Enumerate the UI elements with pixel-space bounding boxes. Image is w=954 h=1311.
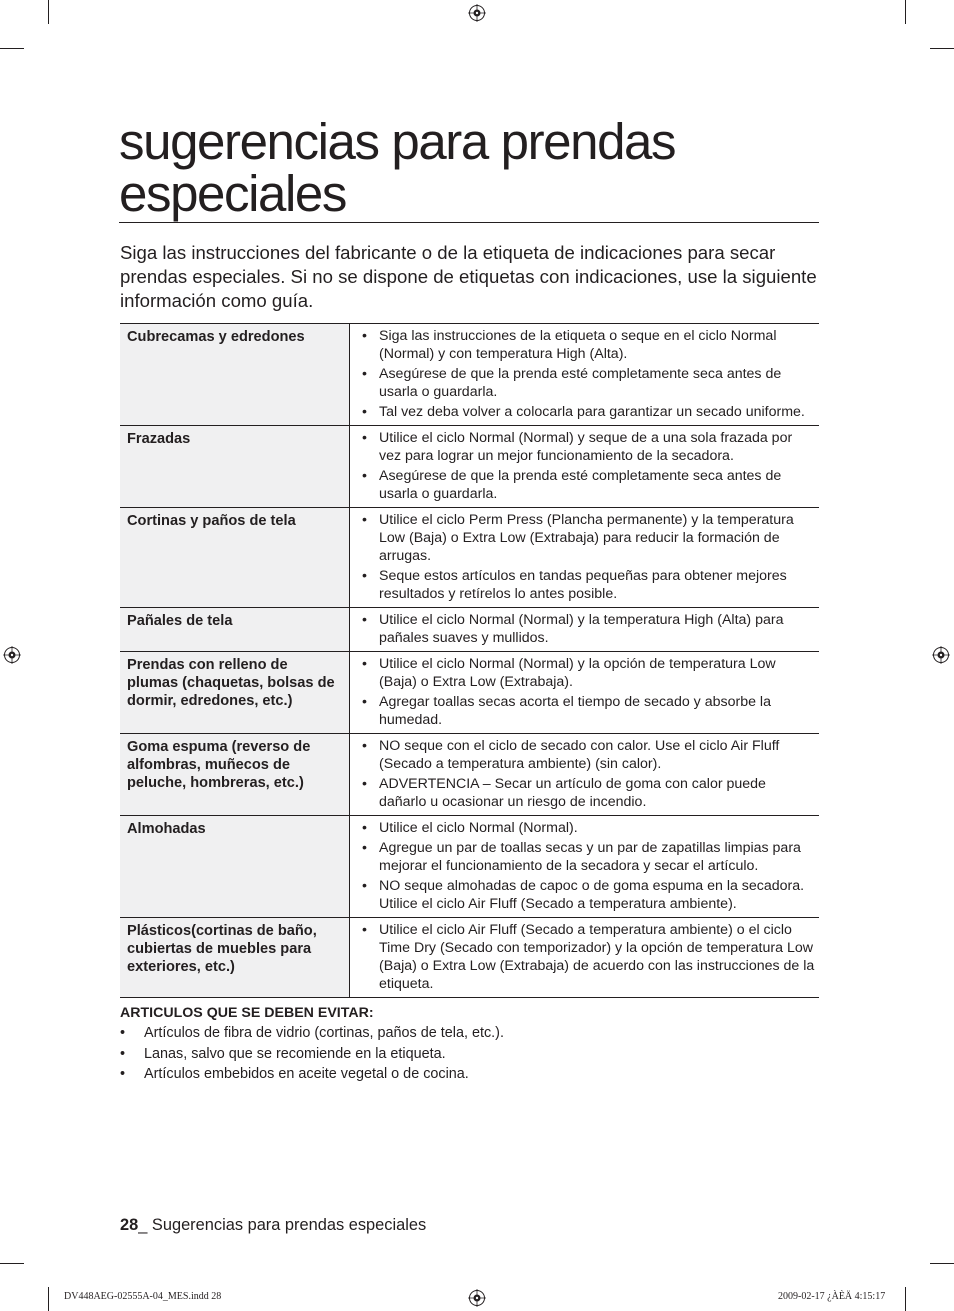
registration-mark-right-icon [932,646,950,664]
bullet-icon: • [362,776,367,792]
list-item-text: Asegúrese de que la prenda esté completamente seca antes de usarla o guardarla. [379,468,782,502]
list-item [362,775,815,811]
crop-mark-bottom-right-h [930,1263,954,1264]
list-item-text: Utilice el ciclo Normal (Normal). [379,820,578,836]
row-instructions [350,508,820,608]
registration-mark-left-icon [3,646,21,664]
title-underline [119,222,819,223]
bullet-icon: • [362,568,367,584]
crop-mark-bottom-right-v [905,1287,906,1311]
table-row [120,508,819,608]
bullet-icon: • [120,1066,126,1082]
row-instructions [350,734,820,816]
row-category: Goma espuma (reverso de alfombras, muñecos de peluche, hombreras, etc.) [120,734,350,816]
crop-mark-top-right-h [930,48,954,49]
table-row [120,734,819,816]
list-item [362,921,815,993]
list-item [362,365,815,401]
items-to-avoid-section [120,1003,820,1085]
print-slug-timestamp: 2009-02-17 ¿ÀÈÄ 4:15:17 [778,1291,886,1302]
list-item [120,1064,820,1085]
list-item [362,567,815,603]
page-number: 28 [120,1216,139,1234]
table-row [120,426,819,508]
crop-mark-bottom-left-h [0,1263,24,1264]
list-item [362,737,815,773]
list-item [362,693,815,729]
row-category: Frazadas [120,426,350,508]
table-row [120,652,819,734]
crop-mark-top-right-v [905,0,906,24]
registration-mark-bottom-icon [468,1289,486,1307]
bullet-icon: • [362,820,367,836]
list-item [362,611,815,647]
list-item-text: Lanas, salvo que se recomiende en la etiqueta. [144,1045,446,1062]
registration-mark-top-icon [468,4,486,22]
list-item-text: NO seque almohadas de capoc o de goma espuma en la secadora. Utilice el ciclo Air Fluff (Secado a temperatura ambiente). [379,878,805,912]
footer-section-title: _ Sugerencias para prendas especiales [138,1216,427,1234]
print-slug-filename: DV448AEG-02555A-04_MES.indd 28 [64,1291,222,1302]
row-instructions [350,816,820,918]
items-to-avoid-heading: ARTICULOS QUE SE DEBEN EVITAR: [120,1005,374,1021]
table-row [120,918,819,998]
bullet-icon: • [362,878,367,894]
list-item-text: Seque estos artículos en tandas pequeñas para obtener mejores resultados y retírelos lo antes posible. [379,568,787,602]
list-item [362,403,815,421]
list-item [362,819,815,837]
bullet-icon: • [362,430,367,446]
list-item [362,511,815,565]
bullet-icon: • [362,922,367,938]
list-item-text: NO seque con el ciclo de secado con calor. Use el ciclo Air Fluff (Secado a temperatura ambiente) (sin calor). [379,738,780,772]
crop-mark-top-left-v [48,0,49,24]
row-category: Plásticos(cortinas de baño, cubiertas de muebles para exteriores, etc.) [120,918,350,998]
bullet-icon: • [362,404,367,420]
table-row [120,608,819,652]
page-footer [120,1216,426,1235]
list-item-text: Utilice el ciclo Normal (Normal) y la opción de temperatura Low (Baja) o Extra Low (Extrabaja). [379,656,776,690]
bullet-icon: • [362,840,367,856]
list-item [362,467,815,503]
row-instructions [350,608,820,652]
special-garments-table [120,323,819,998]
list-item-text: Agregar toallas secas acorta el tiempo de secado y absorbe la humedad. [379,694,771,728]
bullet-icon: • [120,1045,126,1062]
bullet-icon: • [362,738,367,754]
list-item-text: Utilice el ciclo Perm Press (Plancha permanente) y la temperatura Low (Baja) o Extra Low (Extrabaja) para reducir la formación de arrugas. [379,512,794,564]
list-item [362,655,815,691]
crop-mark-bottom-left-v [48,1287,49,1311]
bullet-icon: • [362,468,367,484]
list-item-text: Asegúrese de que la prenda esté completamente seca antes de usarla o guardarla. [379,366,782,400]
bullet-icon: • [362,612,367,628]
list-item [362,877,815,913]
list-item-text: Utilice el ciclo Normal (Normal) y la temperatura High (Alta) para pañales suaves y mullidos. [379,612,784,646]
table-row [120,816,819,918]
row-category: Pañales de tela [120,608,350,652]
row-category: Almohadas [120,816,350,918]
row-category: Prendas con relleno de plumas (chaquetas, bolsas de dormir, edredones, etc.) [120,652,350,734]
list-item [362,839,815,875]
list-item-text: Utilice el ciclo Normal (Normal) y seque de a una sola frazada por vez para lograr un mejor funcionamiento de la secadora. [379,430,793,464]
bullet-icon: • [362,366,367,382]
row-category: Cortinas y paños de tela [120,508,350,608]
list-item-text: Agregue un par de toallas secas y un par de zapatillas limpias para mejorar el funcionamiento de la secadora y secar el artículo. [379,840,801,874]
crop-mark-top-left-h [0,48,24,49]
bullet-icon: • [362,328,367,344]
page-title: sugerencias para prendas especiales [119,113,676,222]
list-item-text: Artículos de fibra de vidrio (cortinas, paños de tela, etc.). [144,1025,504,1041]
list-item-text: Siga las instrucciones de la etiqueta o seque en el ciclo Normal (Normal) y con temperatura High (Alta). [379,328,777,362]
bullet-icon: • [362,512,367,528]
list-item-text: Tal vez deba volver a colocarla para garantizar un secado uniforme. [379,404,805,420]
row-instructions [350,324,820,426]
list-item [362,327,815,363]
items-to-avoid-list [120,1023,820,1085]
row-instructions [350,426,820,508]
bullet-icon: • [120,1025,126,1041]
row-instructions [350,918,820,998]
list-item [362,429,815,465]
list-item [120,1044,820,1065]
row-category: Cubrecamas y edredones [120,324,350,426]
list-item-text: Utilice el ciclo Air Fluff (Secado a temperatura ambiente) o el ciclo Time Dry (Secado con temporizador) y la opción de temperatura Low (Baja) o Extra Low (Extrabaja) de acuerdo con las instrucciones de la etiqueta. [379,922,815,992]
list-item-text: Artículos embebidos en aceite vegetal o de cocina. [144,1066,469,1082]
bullet-icon: • [362,694,367,710]
table-row [120,324,819,426]
list-item [120,1023,820,1044]
bullet-icon: • [362,656,367,672]
row-instructions [350,652,820,734]
list-item-text: ADVERTENCIA – Secar un artículo de goma con calor puede dañarlo u ocasionar un riesgo de incendio. [379,776,766,810]
intro-paragraph: Siga las instrucciones del fabricante o de la etiqueta de indicaciones para secar prendas especiales. Si no se dispone de etiquetas con indicaciones, use la siguiente información como guía. [120,242,817,311]
